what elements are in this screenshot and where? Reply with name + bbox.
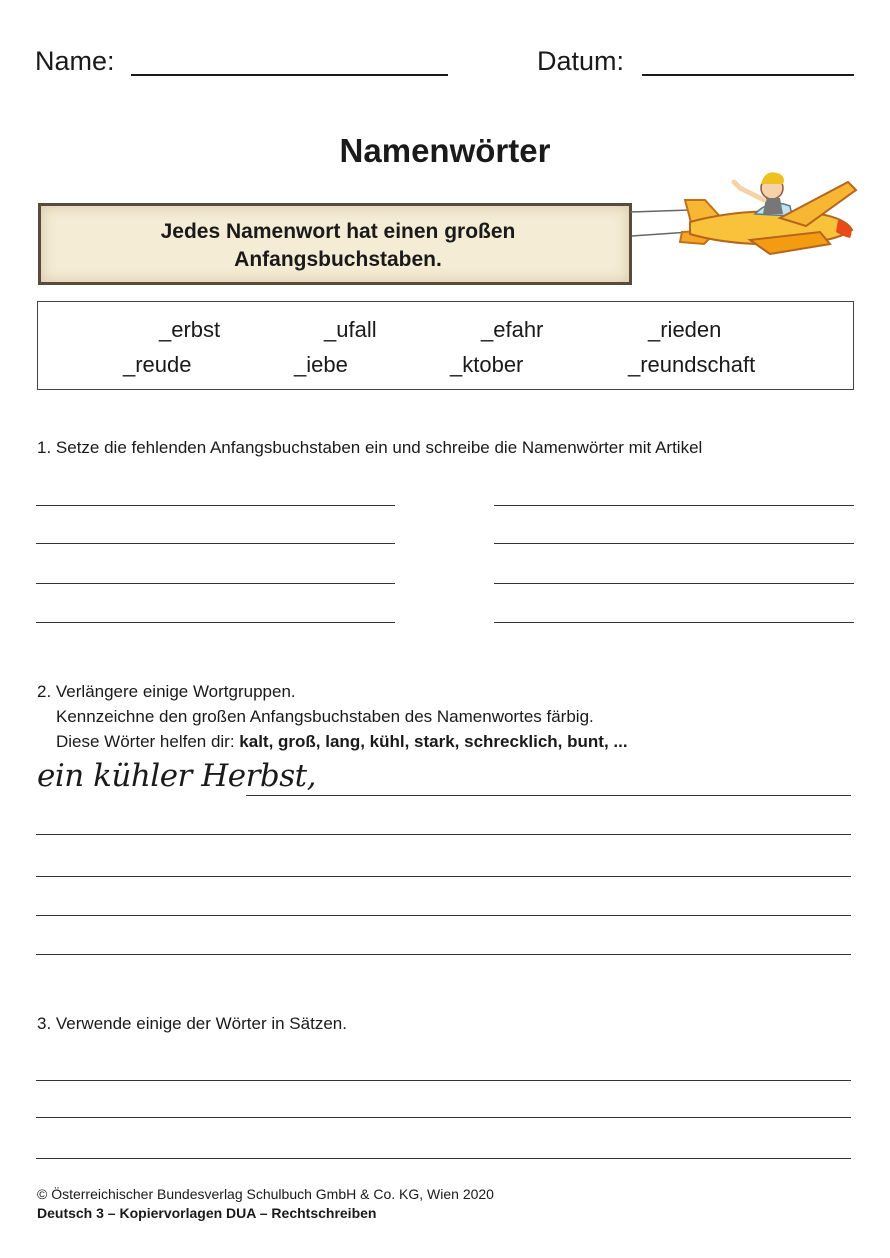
rule-line-2: Anfangsbuchstaben. — [234, 248, 442, 271]
rule-banner — [38, 203, 632, 285]
word-item: _iebe — [294, 352, 348, 377]
writing-line[interactable] — [36, 1158, 851, 1159]
task-2-hint-prefix: Diese Wörter helfen dir: — [56, 732, 240, 751]
footer-series: Deutsch 3 – Kopiervorlagen DUA – Rechtschreiben — [37, 1205, 377, 1221]
date-label: Datum: — [537, 46, 625, 76]
writing-line[interactable] — [36, 543, 395, 544]
writing-line[interactable] — [494, 543, 854, 544]
writing-line[interactable] — [36, 1117, 851, 1118]
airplane-illustration — [630, 160, 860, 280]
writing-line[interactable] — [246, 795, 851, 796]
writing-line[interactable] — [36, 505, 395, 506]
word-item: _reundschaft — [628, 352, 756, 377]
name-field-line[interactable] — [131, 74, 448, 76]
footer-copyright: © Österreichischer Bundesverlag Schulbuch GmbH & Co. KG, Wien 2020 — [37, 1186, 494, 1202]
word-box — [37, 301, 854, 390]
word-item: _ktober — [450, 352, 524, 377]
word-item: _rieden — [648, 317, 722, 342]
name-label: Name: — [35, 46, 115, 76]
writing-line[interactable] — [36, 876, 851, 877]
task-2-line-2: Kennzeichne den großen Anfangsbuchstaben des Namenwortes färbig. — [56, 707, 594, 726]
task-2-instruction — [37, 679, 628, 754]
task-3-instruction: 3. Verwende einige der Wörter in Sätzen. — [37, 1014, 347, 1033]
writing-line[interactable] — [494, 505, 854, 506]
rule-text — [41, 218, 635, 274]
writing-line[interactable] — [494, 583, 854, 584]
writing-line[interactable] — [36, 1080, 851, 1081]
task-2-line-3 — [37, 729, 628, 754]
task-1-instruction: 1. Setze die fehlenden Anfangsbuchstaben ein und schreibe die Namenwörter mit Artikel — [37, 438, 703, 457]
page-title: Namenwörter — [339, 132, 551, 169]
word-item: _erbst — [159, 317, 221, 342]
word-item: _reude — [123, 352, 192, 377]
writing-line[interactable] — [36, 834, 851, 835]
example-answer: ein kühler Herbst, — [37, 758, 316, 794]
writing-line[interactable] — [36, 583, 395, 584]
footer — [37, 1185, 494, 1223]
task-2-hint-words: kalt, groß, lang, kühl, stark, schrecklich, bunt, ... — [239, 732, 628, 751]
rule-line-1: Jedes Namenwort hat einen großen — [160, 220, 516, 243]
word-item: _efahr — [481, 317, 544, 342]
date-field-line[interactable] — [642, 74, 854, 76]
writing-line[interactable] — [36, 915, 851, 916]
task-2-line-1: 2. Verlängere einige Wortgruppen. — [37, 682, 296, 701]
writing-line[interactable] — [36, 954, 851, 955]
writing-line[interactable] — [494, 622, 854, 623]
tow-line-top-icon — [630, 210, 690, 212]
word-item: _ufall — [324, 317, 377, 342]
writing-line[interactable] — [36, 622, 395, 623]
